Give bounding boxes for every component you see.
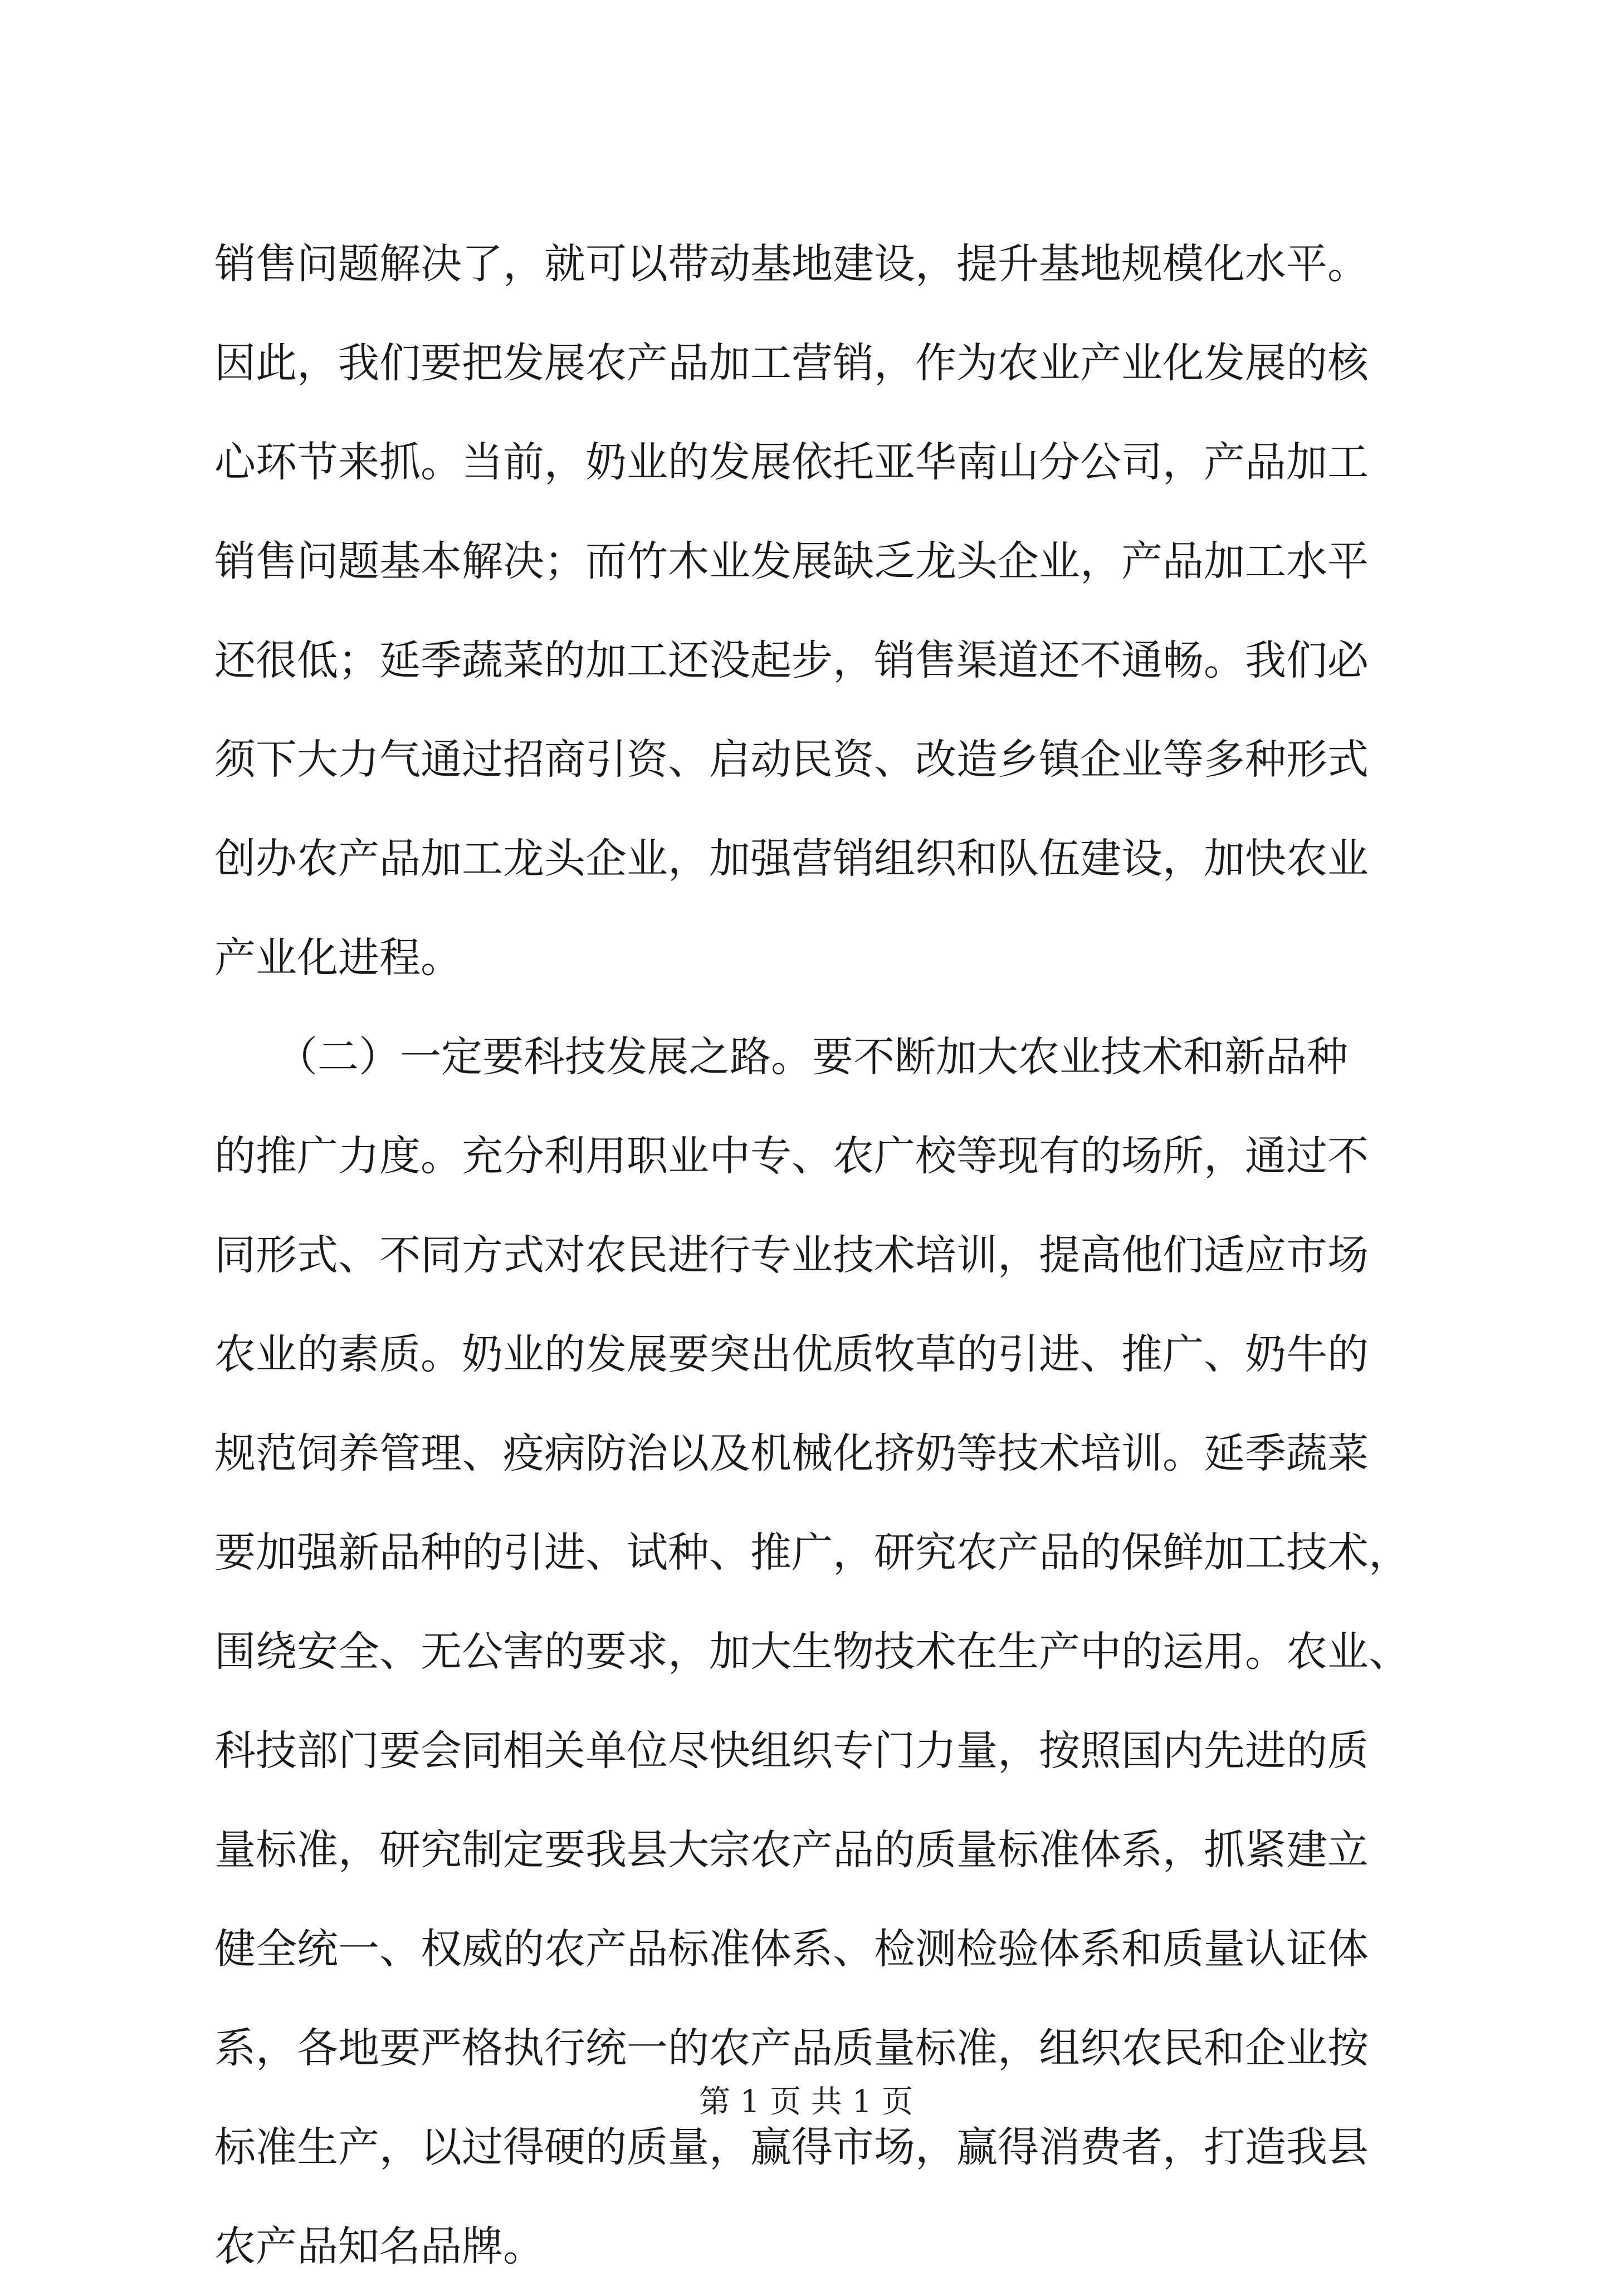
text-line: 量标准，研究制定要我县大宗农产品的质量标准体系，抓紧建立	[214, 1826, 1369, 1874]
text-line: 系，各地要严格执行统一的农产品质量标准，组织农民和企业按	[214, 2024, 1369, 2072]
text-line: 要加强新品种的引进、试种、推广，研究农产品的保鲜加工技术，	[214, 1529, 1410, 1577]
text-line: 创办农产品加工龙头企业，加强营销组织和队伍建设，加快农业	[214, 835, 1369, 883]
text-line: 的推广力度。充分利用职业中专、农广校等现有的场所，通过不	[214, 1132, 1369, 1180]
text-line: 销售问题解决了，就可以带动基地建设，提升基地规模化水平。	[214, 240, 1369, 288]
text-line: 科技部门要会同相关单位尽快组织专门力量，按照国内先进的质	[214, 1727, 1369, 1775]
text-line: （二）一定要科技发展之路。要不断加大农业技术和新品种	[214, 1033, 1348, 1081]
body-text	[214, 214, 1410, 2296]
text-line: 农产品知名品牌。	[214, 2222, 544, 2270]
text-line: 规范饲养管理、疫病防治以及机械化挤奶等技术培训。延季蔬菜	[214, 1430, 1369, 1477]
text-line: 产业化进程。	[214, 934, 462, 982]
page-footer: 第 1 页 共 1 页	[698, 2084, 914, 2120]
text-line: 销售问题基本解决；而竹木业发展缺乏龙头企业，产品加工水平	[214, 537, 1369, 585]
text-line: 农业的素质。奶业的发展要突出优质牧草的引进、推广、奶牛的	[214, 1330, 1369, 1378]
text-line: 围绕安全、无公害的要求，加大生物技术在生产中的运用。农业、	[214, 1628, 1410, 1676]
text-line: 心环节来抓。当前，奶业的发展依托亚华南山分公司，产品加工	[214, 438, 1369, 486]
text-line: 同形式、不同方式对农民进行专业技术培训，提高他们适应市场	[214, 1231, 1369, 1279]
text-line: 健全统一、权威的农产品标准体系、检测检验体系和质量认证体	[214, 1925, 1369, 1973]
text-line: 须下大力气通过招商引资、启动民资、改造乡镇企业等多种形式	[214, 736, 1369, 784]
text-line: 还很低；延季蔬菜的加工还没起步，销售渠道还不通畅。我们必	[214, 637, 1369, 684]
text-line: 标准生产，以过得硬的质量，赢得市场，赢得消费者，打造我县	[214, 2123, 1369, 2171]
text-line: 因此，我们要把发展农产品加工营销，作为农业产业化发展的核	[214, 339, 1369, 387]
